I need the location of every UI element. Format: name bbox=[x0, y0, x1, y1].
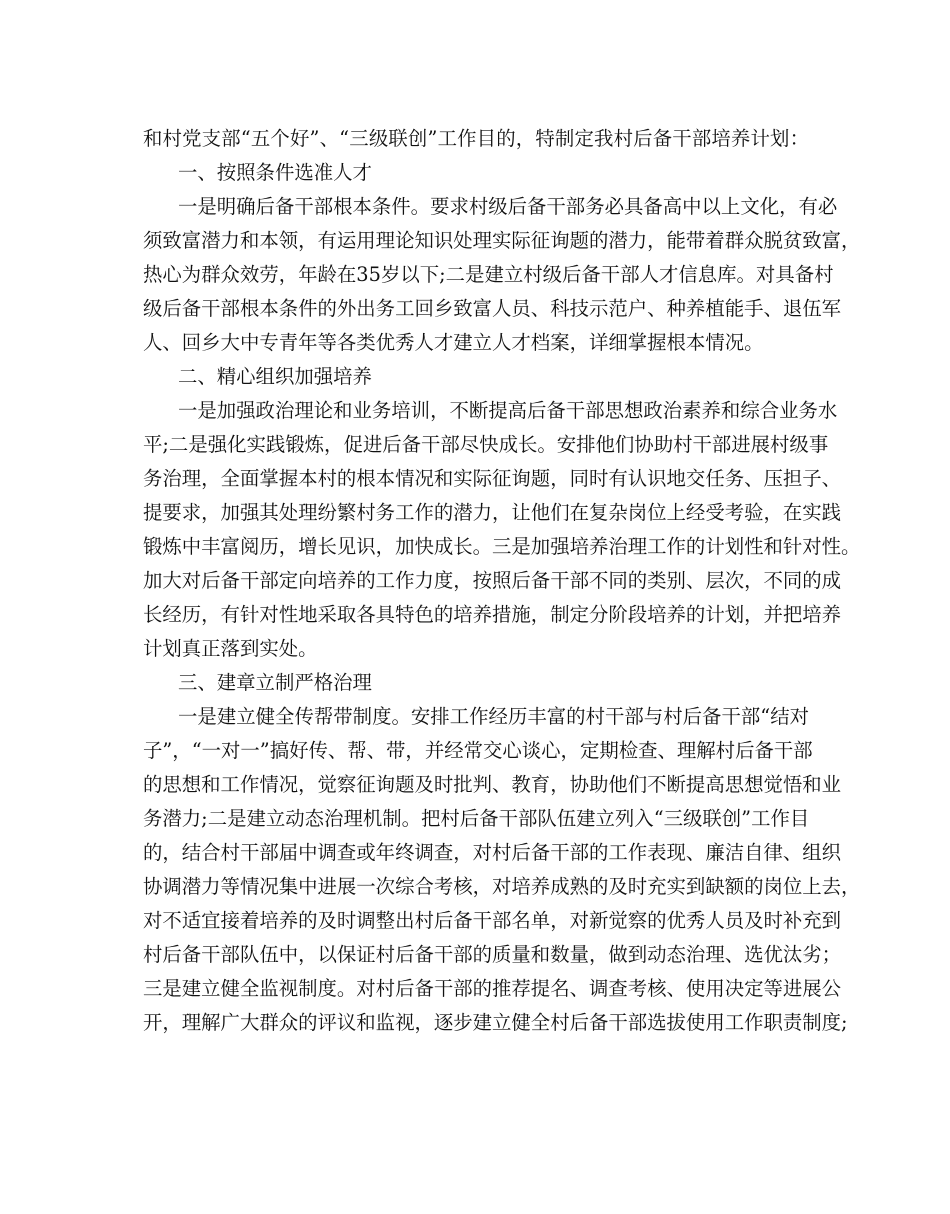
paragraph-line: 锻炼中丰富阅历，增长见识，加快成长。三是加强培养治理工作的计划性和针对性。 bbox=[143, 535, 861, 558]
paragraph-line: 人、回乡大中专青年等各类优秀人才建立人才档案，详细掌握根本情况。 bbox=[143, 331, 764, 354]
section-heading: 三、建章立制严格治理 bbox=[178, 671, 372, 694]
paragraph-line: 开，理解广大群众的评议和监视，逐步建立健全村后备干部选拔使用工作职责制度; bbox=[143, 1011, 848, 1034]
paragraph-line: 的思想和工作情况，觉察征询题及时批判、教育，协助他们不断提高思想觉悟和业 bbox=[143, 773, 842, 796]
paragraph-line: 务治理，全面掌握本村的根本情况和实际征询题，同时有认识地交任务、压担子、 bbox=[143, 467, 842, 490]
paragraph-line: 长经历，有针对性地采取各具特色的培养措施，制定分阶段培养的计划，并把培养 bbox=[143, 603, 842, 626]
paragraph-line: 对不适宜接着培养的及时调整出村后备干部名单，对新觉察的优秀人员及时补充到 bbox=[143, 909, 842, 932]
paragraph-line: 一是建立健全传帮带制度。安排工作经历丰富的村干部与村后备干部“结对 bbox=[178, 705, 809, 728]
paragraph-line: 子”，“一对一”搞好传、帮、带，并经常交心谈心，定期检查、理解村后备干部 bbox=[143, 739, 813, 762]
paragraph-line: 提要求，加强其处理纷繁村务工作的潜力，让他们在复杂岗位上经受考验，在实践 bbox=[143, 501, 842, 524]
paragraph-line: 加大对后备干部定向培养的工作力度，按照后备干部不同的类别、层次，不同的成 bbox=[143, 569, 842, 592]
paragraph-line: 平;二是强化实践锻炼，促进后备干部尽快成长。安排他们协助村干部进展村级事 bbox=[143, 433, 829, 456]
paragraph-line: 一是加强政治理论和业务培训，不断提高后备干部思想政治素养和综合业务水 bbox=[178, 399, 838, 422]
paragraph-line: 和村党支部“五个好”、“三级联创”工作目的，特制定我村后备干部培养计划： bbox=[143, 127, 809, 150]
section-heading: 二、精心组织加强培养 bbox=[178, 365, 372, 388]
paragraph-line: 级后备干部根本条件的外出务工回乡致富人员、科技示范户、种养植能手、退伍军 bbox=[143, 297, 842, 320]
paragraph-line: 务潜力;二是建立动态治理机制。把村后备干部队伍建立列入“三级联创”工作目 bbox=[143, 807, 810, 830]
paragraph-line: 须致富潜力和本领，有运用理论知识处理实际征询题的潜力，能带着群众脱贫致富， bbox=[143, 229, 861, 252]
paragraph-line: 一是明确后备干部根本条件。要求村级后备干部务必具备高中以上文化，有必 bbox=[178, 195, 838, 218]
paragraph-line: 的，结合村干部届中调查或年终调查，对村后备干部的工作表现、廉洁自律、组织 bbox=[143, 841, 842, 864]
section-heading: 一、按照条件选准人才 bbox=[178, 161, 372, 184]
paragraph-line: 热心为群众效劳，年龄在35岁以下;二是建立村级后备干部人才信息库。对具备村 bbox=[143, 263, 834, 286]
paragraph-line: 村后备干部队伍中，以保证村后备干部的质量和数量，做到动态治理、选优汰劣； bbox=[143, 943, 842, 966]
paragraph-line: 三是建立健全监视制度。对村后备干部的推荐提名、调查考核、使用决定等进展公 bbox=[143, 977, 842, 1000]
paragraph-line: 计划真正落到实处。 bbox=[143, 637, 318, 660]
paragraph-line: 协调潜力等情况集中进展一次综合考核，对培养成熟的及时充实到缺额的岗位上去， bbox=[143, 875, 861, 898]
